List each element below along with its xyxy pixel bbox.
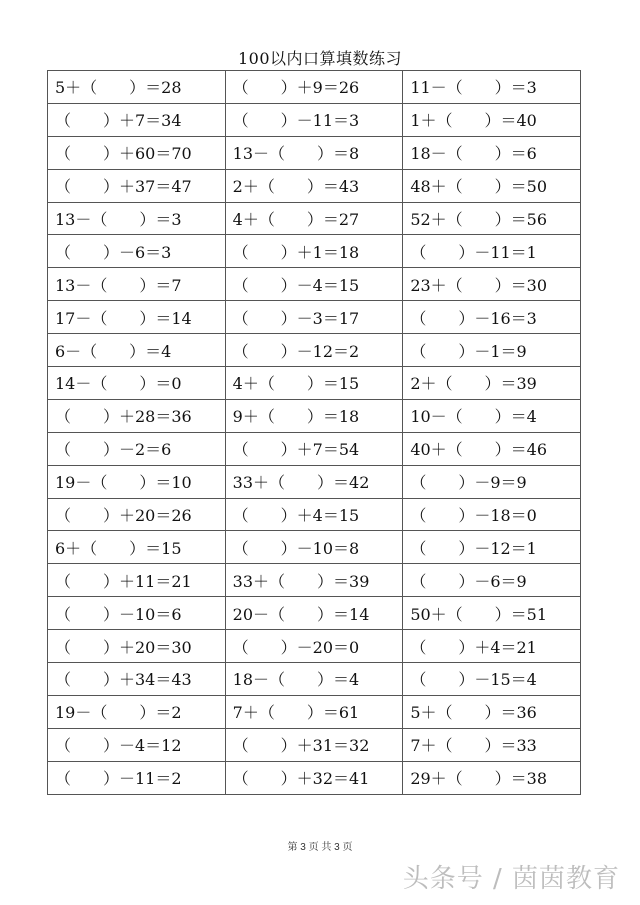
problem-row bbox=[48, 301, 581, 334]
problem-cell: 11－（ ）＝3 bbox=[403, 71, 581, 104]
problem-table bbox=[47, 70, 581, 795]
problem-row bbox=[48, 630, 581, 663]
problem-cell: 19－（ ）＝2 bbox=[48, 695, 226, 728]
problem-cell: （ ）－12＝1 bbox=[403, 531, 581, 564]
problem-cell: 10－（ ）＝4 bbox=[403, 399, 581, 432]
problem-row bbox=[48, 367, 581, 400]
problem-cell: （ ）－18＝0 bbox=[403, 498, 581, 531]
problem-row bbox=[48, 235, 581, 268]
problem-cell: 18－（ ）＝4 bbox=[225, 663, 403, 696]
problem-row bbox=[48, 663, 581, 696]
problem-cell: （ ）－6＝9 bbox=[403, 564, 581, 597]
problem-cell: 18－（ ）＝6 bbox=[403, 136, 581, 169]
problem-cell: 33＋（ ）＝39 bbox=[225, 564, 403, 597]
problem-cell: 2＋（ ）＝43 bbox=[225, 169, 403, 202]
problem-cell: 33＋（ ）＝42 bbox=[225, 465, 403, 498]
problem-table-body bbox=[48, 71, 581, 795]
problem-cell: 50＋（ ）＝51 bbox=[403, 597, 581, 630]
problem-cell: 48＋（ ）＝50 bbox=[403, 169, 581, 202]
problem-cell: （ ）－16＝3 bbox=[403, 301, 581, 334]
problem-cell: （ ）＋34＝43 bbox=[48, 663, 226, 696]
problem-cell: 13－（ ）＝8 bbox=[225, 136, 403, 169]
problem-cell: 14－（ ）＝0 bbox=[48, 367, 226, 400]
problem-cell: 2＋（ ）＝39 bbox=[403, 367, 581, 400]
problem-row bbox=[48, 498, 581, 531]
problem-row bbox=[48, 761, 581, 794]
problem-cell: （ ）＋60＝70 bbox=[48, 136, 226, 169]
problem-cell: （ ）－4＝12 bbox=[48, 728, 226, 761]
page-title: 100以内口算填数练习 bbox=[237, 49, 403, 68]
problem-row bbox=[48, 695, 581, 728]
page-footer: 第 3 页 共 3 页 bbox=[287, 842, 353, 853]
problem-cell: （ ）－12＝2 bbox=[225, 334, 403, 367]
problem-cell: （ ）－10＝8 bbox=[225, 531, 403, 564]
problem-cell: 19－（ ）＝10 bbox=[48, 465, 226, 498]
problem-row bbox=[48, 597, 581, 630]
problem-cell: （ ）＋20＝30 bbox=[48, 630, 226, 663]
problem-row bbox=[48, 71, 581, 104]
problem-cell: （ ）＋31＝32 bbox=[225, 728, 403, 761]
problem-cell: （ ）＋37＝47 bbox=[48, 169, 226, 202]
problem-cell: （ ）－11＝3 bbox=[225, 103, 403, 136]
problem-cell: （ ）＋4＝15 bbox=[225, 498, 403, 531]
problem-row bbox=[48, 169, 581, 202]
problem-cell: 23＋（ ）＝30 bbox=[403, 268, 581, 301]
problem-cell: （ ）＋32＝41 bbox=[225, 761, 403, 794]
problem-cell: （ ）－6＝3 bbox=[48, 235, 226, 268]
problem-row bbox=[48, 465, 581, 498]
problem-cell: 13－（ ）＝3 bbox=[48, 202, 226, 235]
problem-cell: （ ）＋4＝21 bbox=[403, 630, 581, 663]
problem-cell: 6＋（ ）＝15 bbox=[48, 531, 226, 564]
problem-cell: 4＋（ ）＝27 bbox=[225, 202, 403, 235]
problem-row bbox=[48, 268, 581, 301]
problem-cell: （ ）－3＝17 bbox=[225, 301, 403, 334]
problem-cell: 40＋（ ）＝46 bbox=[403, 432, 581, 465]
problem-cell: （ ）－2＝6 bbox=[48, 432, 226, 465]
problem-row bbox=[48, 728, 581, 761]
problem-row bbox=[48, 202, 581, 235]
watermark: 头条号 / 茵茵教育 bbox=[402, 864, 620, 894]
problem-cell: （ ）－11＝1 bbox=[403, 235, 581, 268]
problem-cell: （ ）－15＝4 bbox=[403, 663, 581, 696]
problem-cell: （ ）－20＝0 bbox=[225, 630, 403, 663]
problem-cell: （ ）＋7＝34 bbox=[48, 103, 226, 136]
problem-cell: 17－（ ）＝14 bbox=[48, 301, 226, 334]
problem-cell: 9＋（ ）＝18 bbox=[225, 399, 403, 432]
problem-cell: （ ）＋9＝26 bbox=[225, 71, 403, 104]
problem-cell: （ ）＋7＝54 bbox=[225, 432, 403, 465]
problem-row bbox=[48, 531, 581, 564]
problem-cell: （ ）＋11＝21 bbox=[48, 564, 226, 597]
problem-row bbox=[48, 103, 581, 136]
problem-cell: 5＋（ ）＝28 bbox=[48, 71, 226, 104]
problem-cell: （ ）－10＝6 bbox=[48, 597, 226, 630]
problem-cell: 4＋（ ）＝15 bbox=[225, 367, 403, 400]
problem-cell: （ ）＋20＝26 bbox=[48, 498, 226, 531]
problem-row bbox=[48, 136, 581, 169]
problem-cell: （ ）－9＝9 bbox=[403, 465, 581, 498]
problem-cell: 5＋（ ）＝36 bbox=[403, 695, 581, 728]
problem-cell: （ ）－4＝15 bbox=[225, 268, 403, 301]
problem-cell: 1＋（ ）＝40 bbox=[403, 103, 581, 136]
problem-cell: （ ）－11＝2 bbox=[48, 761, 226, 794]
problem-cell: 20－（ ）＝14 bbox=[225, 597, 403, 630]
problem-cell: （ ）＋1＝18 bbox=[225, 235, 403, 268]
problem-cell: 52＋（ ）＝56 bbox=[403, 202, 581, 235]
problem-cell: 29＋（ ）＝38 bbox=[403, 761, 581, 794]
problem-row bbox=[48, 564, 581, 597]
problem-row bbox=[48, 399, 581, 432]
problem-row bbox=[48, 432, 581, 465]
problem-cell: （ ）－1＝9 bbox=[403, 334, 581, 367]
problem-cell: 6－（ ）＝4 bbox=[48, 334, 226, 367]
problem-cell: 7＋（ ）＝33 bbox=[403, 728, 581, 761]
problem-row bbox=[48, 334, 581, 367]
problem-cell: 7＋（ ）＝61 bbox=[225, 695, 403, 728]
problem-cell: 13－（ ）＝7 bbox=[48, 268, 226, 301]
problem-cell: （ ）＋28＝36 bbox=[48, 399, 226, 432]
